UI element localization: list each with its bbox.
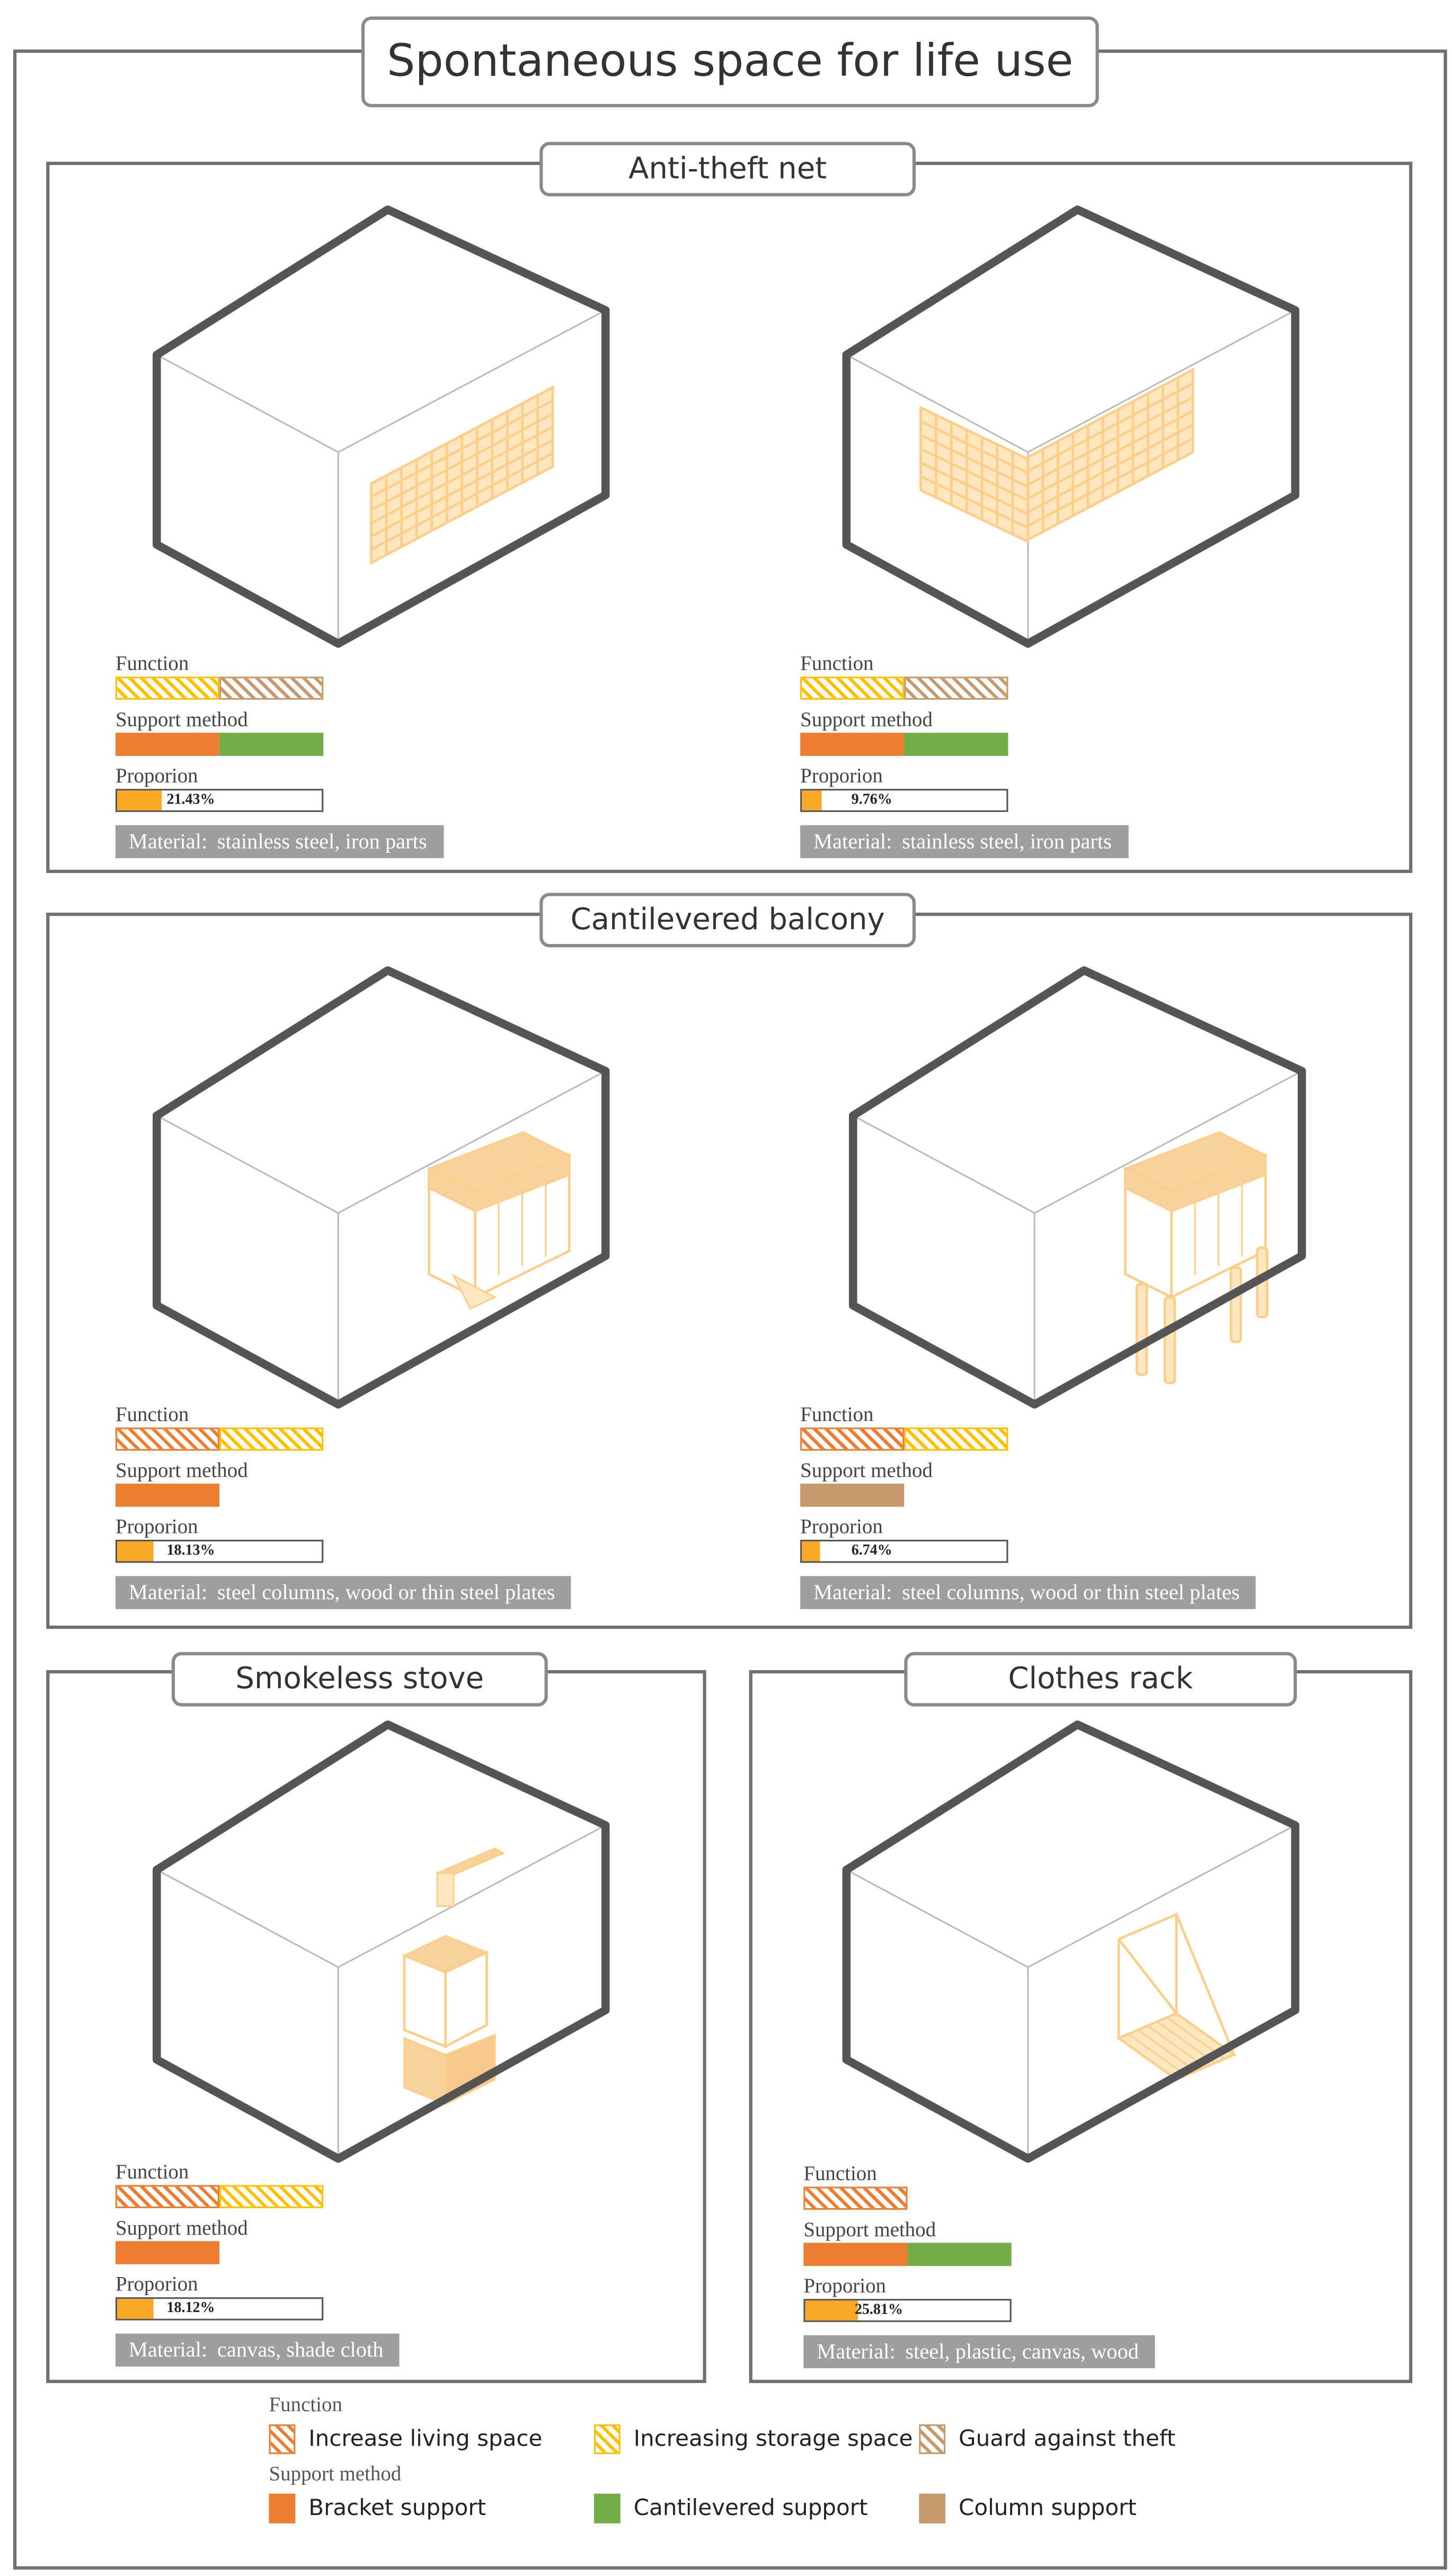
proportion-bar: [800, 1540, 1008, 1563]
building-box-icon: [853, 971, 1315, 1416]
building-box-icon: [846, 209, 1308, 655]
legend-support-title: Support method: [269, 2462, 402, 2486]
support-bar: [116, 733, 323, 756]
proportion-value: 25.81%: [854, 2300, 903, 2317]
function-bar: [116, 2185, 323, 2208]
balcony-drawing: [429, 1132, 570, 1309]
legend-item-bracket-support: [269, 2494, 594, 2524]
function-increase-living-space: [116, 2185, 219, 2208]
function-guard-against-theft: [219, 677, 323, 700]
support-bar: [803, 2243, 1011, 2266]
material-tag: [116, 825, 444, 858]
support-bar: [800, 1484, 1008, 1507]
support-bracket-support: [800, 733, 904, 756]
material-tag: [800, 1576, 1256, 1609]
proportion-bar: [116, 1540, 323, 1563]
panel-title: Clothes rack: [904, 1652, 1297, 1707]
support-label: Support method: [803, 2218, 936, 2242]
main-title: Spontaneous space for life use: [361, 16, 1099, 107]
material-value: stainless steel, iron parts: [902, 828, 1112, 853]
proportion-fill: [802, 790, 822, 810]
material-tag: [116, 2334, 400, 2367]
material-label: Material:: [128, 828, 208, 853]
support-bracket-support: [116, 2241, 219, 2264]
function-label: Function: [115, 651, 189, 675]
legend-label: Increasing storage space: [633, 2425, 913, 2453]
proportion-label: Proporion: [115, 2272, 198, 2296]
function-increasing-storage-space: [904, 1427, 1008, 1451]
proportion-bar: [116, 2297, 323, 2321]
support-bracket-support: [116, 1484, 219, 1507]
legend-label: Guard against theft: [959, 2425, 1176, 2453]
support-label: Support method: [115, 2216, 248, 2240]
legend-item-increasing-storage-space: [594, 2424, 919, 2454]
material-label: Material:: [128, 2336, 208, 2362]
proportion-fill: [802, 1541, 820, 1561]
item-info: [115, 1402, 555, 1609]
material-value: steel columns, wood or thin steel plates: [902, 1579, 1240, 1604]
color-swatch-icon: [269, 2494, 296, 2524]
hatch-swatch-icon: [594, 2424, 621, 2454]
hatch-swatch-icon: [269, 2424, 296, 2454]
function-bar: [800, 677, 1008, 700]
proportion-bar: [116, 789, 323, 812]
function-increasing-storage-space: [219, 2185, 323, 2208]
function-increase-living-space: [116, 1427, 219, 1451]
function-label: Function: [803, 2162, 877, 2185]
function-guard-against-theft: [904, 677, 1008, 700]
support-bar: [116, 1484, 323, 1507]
legend-item-increase-living-space: [269, 2424, 594, 2454]
function-increasing-storage-space: [116, 677, 219, 700]
support-column-support: [800, 1484, 904, 1507]
proportion-bar: [800, 789, 1008, 812]
item-info: [800, 652, 1196, 858]
net-grid: [920, 408, 1028, 542]
material-label: Material:: [813, 828, 892, 853]
legend: [269, 2393, 1325, 2532]
hatch-swatch-icon: [919, 2424, 945, 2454]
function-label: Function: [800, 651, 874, 675]
function-increase-living-space: [803, 2187, 907, 2210]
function-increasing-storage-space: [219, 1427, 323, 1451]
support-bar: [116, 2241, 323, 2264]
support-label: Support method: [115, 1459, 248, 1483]
support-bar: [800, 733, 1008, 756]
proportion-fill: [117, 790, 161, 810]
function-label: Function: [800, 1402, 874, 1426]
proportion-fill: [117, 2299, 154, 2318]
item-info: [800, 1402, 1240, 1609]
proportion-fill: [805, 2300, 858, 2320]
support-label: Support method: [800, 1459, 933, 1483]
legend-item-cantilevered-support: [594, 2494, 919, 2524]
color-swatch-icon: [919, 2494, 945, 2524]
material-tag: [116, 1576, 572, 1609]
proportion-bar: [803, 2299, 1011, 2322]
function-bar: [800, 1427, 1008, 1451]
net-grid: [1028, 369, 1193, 540]
proportion-value: 21.43%: [166, 790, 215, 807]
material-value: canvas, shade cloth: [217, 2336, 384, 2362]
proportion-value: 18.13%: [166, 1541, 215, 1558]
building-box-icon: [846, 1725, 1308, 2171]
material-value: stainless steel, iron parts: [217, 828, 427, 853]
building-box-icon: [157, 971, 619, 1416]
support-cantilevered-support: [904, 733, 1008, 756]
legend-item-column-support: [919, 2494, 1249, 2524]
support-bracket-support: [116, 733, 219, 756]
material-label: Material:: [128, 1579, 208, 1604]
item-info: [803, 2162, 1199, 2368]
color-swatch-icon: [594, 2494, 621, 2524]
material-tag: [800, 825, 1128, 858]
proportion-label: Proporion: [803, 2274, 887, 2298]
building-box-icon: [157, 209, 619, 655]
proportion-label: Proporion: [800, 1515, 883, 1538]
legend-function-title: Function: [269, 2393, 342, 2416]
support-cantilevered-support: [907, 2243, 1011, 2266]
proportion-fill: [117, 1541, 154, 1561]
proportion-label: Proporion: [115, 764, 198, 788]
panel-title: Anti-theft net: [539, 142, 916, 197]
function-bar: [116, 1427, 323, 1451]
material-label: Material:: [813, 1579, 892, 1604]
panel-title: Smokeless stove: [172, 1652, 548, 1707]
legend-item-guard-against-theft: [919, 2424, 1249, 2454]
item-info: [116, 652, 511, 858]
material-value: steel columns, wood or thin steel plates: [217, 1579, 555, 1604]
building-box-icon: [157, 1725, 619, 2171]
legend-label: Cantilevered support: [633, 2495, 868, 2522]
material-label: Material:: [817, 2338, 896, 2363]
proportion-value: 9.76%: [851, 790, 892, 807]
proportion-label: Proporion: [115, 1515, 198, 1538]
support-bracket-support: [803, 2243, 907, 2266]
proportion-value: 18.12%: [166, 2299, 215, 2316]
legend-label: Column support: [959, 2495, 1137, 2522]
function-bar: [116, 677, 323, 700]
legend-label: Bracket support: [308, 2495, 486, 2522]
function-bar: [803, 2187, 1011, 2210]
proportion-label: Proporion: [800, 764, 883, 788]
function-increase-living-space: [800, 1427, 904, 1451]
support-label: Support method: [115, 708, 248, 731]
proportion-value: 6.74%: [851, 1541, 892, 1558]
legend-label: Increase living space: [308, 2425, 543, 2453]
function-label: Function: [115, 2160, 189, 2184]
function-label: Function: [115, 1402, 189, 1426]
panel-title: Cantilevered balcony: [539, 893, 916, 947]
support-label: Support method: [800, 708, 933, 731]
item-info: [116, 2160, 511, 2367]
function-increasing-storage-space: [800, 677, 904, 700]
support-cantilevered-support: [219, 733, 323, 756]
material-value: steel, plastic, canvas, wood: [905, 2338, 1139, 2363]
material-tag: [803, 2335, 1155, 2368]
